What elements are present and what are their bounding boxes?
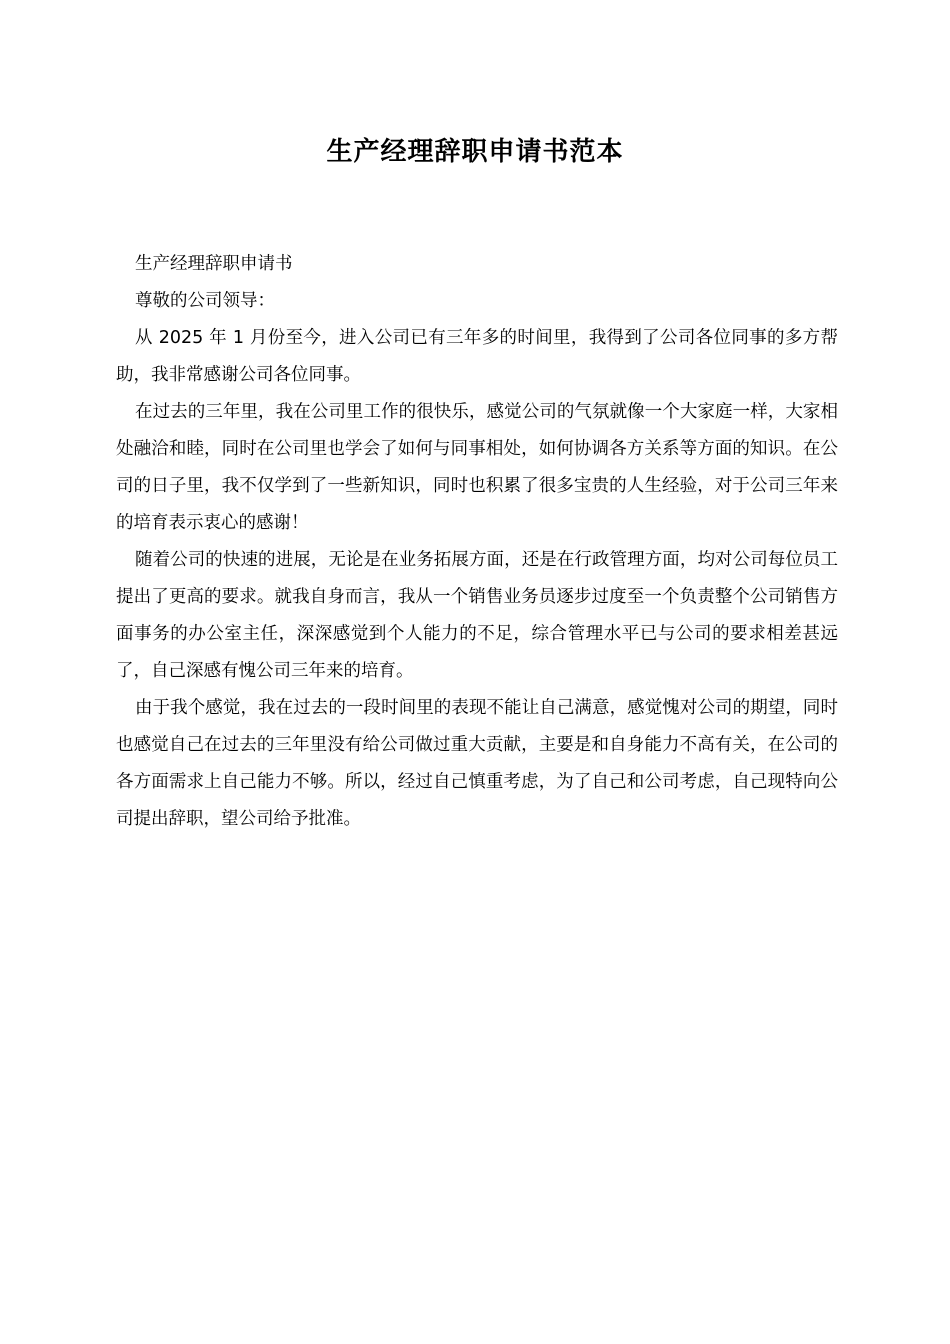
body-paragraph: 由于我个感觉，我在过去的一段时间里的表现不能让自己满意，感觉愧对公司的期望，同时也感觉自己在过去的三年里没有给公司做过重大贡献，主要是和自身能力不高有关，在公司的各方面需求上自己能力不够。所以，经过自己慎重考虑，为了自己和公司考虑，自己现特向公司提出辞职，望公司给予批准。 [116,698,838,829]
salutation: 尊敬的公司领导： [135,291,275,311]
body-paragraph: 随着公司的快速的进展，无论是在业务拓展方面，还是在行政管理方面，均对公司每位员工提出了更高的要求。就我自身而言，我从一个销售业务员逐步过度至一个负责整个公司销售方面事务的办公室主任，深深感觉到个人能力的不足，综合管理水平已与公司的要求相差甚远了，自己深感有愧公司三年来的培育。 [116,550,838,681]
document-body [116,246,838,838]
body-paragraph: 从 2025 年 1 月份至今，进入公司已有三年多的时间里，我得到了公司各位同事的多方帮助，我非常感谢公司各位同事。 [116,328,838,385]
body-paragraph: 在过去的三年里，我在公司里工作的很快乐，感觉公司的气氛就像一个大家庭一样，大家相处融洽和睦，同时在公司里也学会了如何与同事相处，如何协调各方关系等方面的知识。在公司的日子里，我不仅学到了一些新知识，同时也积累了很多宝贵的人生经验，对于公司三年来的培育表示衷心的感谢！ [116,402,838,533]
letter-heading: 生产经理辞职申请书 [135,254,293,274]
document-title: 生产经理辞职申请书范本 [326,137,624,167]
